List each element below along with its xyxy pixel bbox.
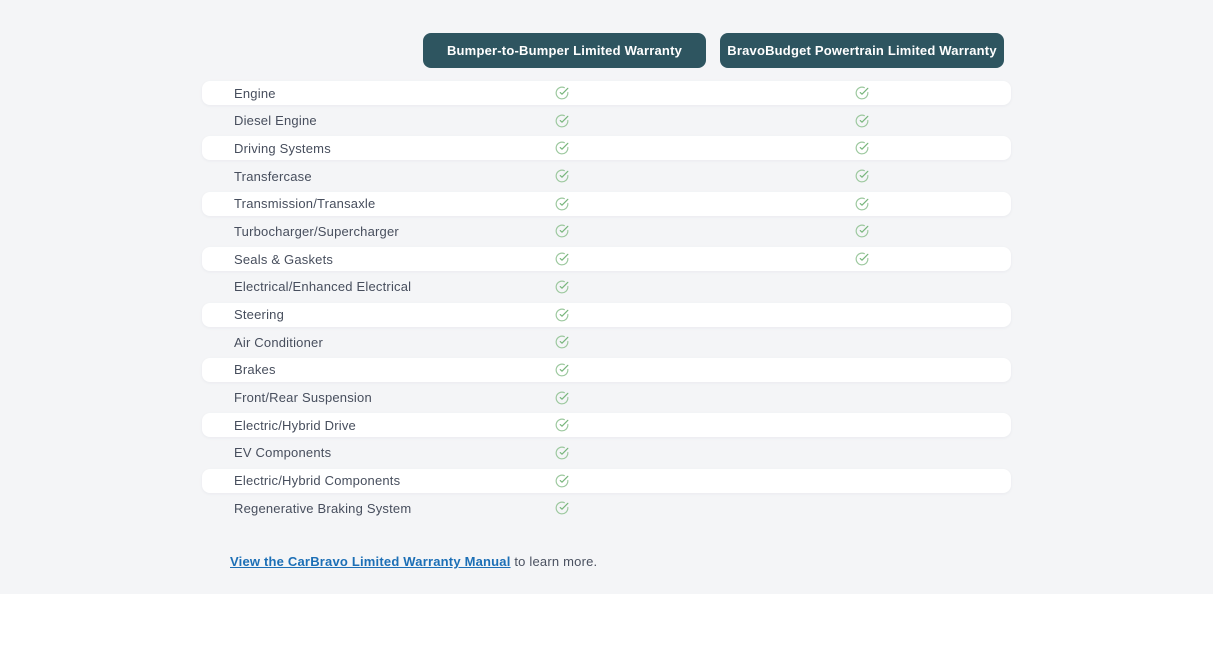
table-row-brakes	[202, 358, 1011, 382]
component-label: Electric/Hybrid Drive	[234, 417, 356, 433]
check-circle-icon	[555, 418, 569, 432]
check-circle-icon	[555, 474, 569, 488]
check-circle-icon	[555, 391, 569, 405]
component-label: Air Conditioner	[234, 334, 323, 350]
table-row-regenerative-braking-system	[202, 496, 1011, 520]
table-row-electric-hybrid-components	[202, 469, 1011, 493]
component-label: Engine	[234, 85, 276, 101]
table-row-steering	[202, 303, 1011, 327]
component-label: Front/Rear Suspension	[234, 390, 372, 406]
table-row-seals-gaskets	[202, 247, 1011, 271]
table-row-engine	[202, 81, 1011, 105]
component-label: Transmission/Transaxle	[234, 196, 376, 212]
component-label: Electrical/Enhanced Electrical	[234, 279, 412, 295]
footer-suffix-text: to learn more.	[510, 554, 598, 569]
check-circle-icon	[855, 224, 869, 238]
table-row-turbocharger-supercharger	[202, 219, 1011, 243]
column-header-bumper-to-bumper-warranty-button[interactable]: Bumper-to-Bumper Limited Warranty	[423, 33, 706, 68]
table-row-driving-systems	[202, 136, 1011, 160]
check-circle-icon	[555, 335, 569, 349]
table-row-electrical-enhanced-electrical	[202, 275, 1011, 299]
check-circle-icon	[555, 446, 569, 460]
warranty-comparison-content	[202, 0, 1011, 594]
check-circle-icon	[555, 224, 569, 238]
check-circle-icon	[555, 308, 569, 322]
table-row-air-conditioner	[202, 330, 1011, 354]
component-label: Driving Systems	[234, 140, 331, 156]
check-circle-icon	[555, 86, 569, 100]
table-row-diesel-engine	[202, 109, 1011, 133]
check-circle-icon	[555, 252, 569, 266]
check-circle-icon	[555, 169, 569, 183]
table-row-ev-components	[202, 441, 1011, 465]
check-circle-icon	[855, 252, 869, 266]
check-circle-icon	[555, 141, 569, 155]
check-circle-icon	[555, 363, 569, 377]
table-row-electric-hybrid-drive	[202, 413, 1011, 437]
component-label: Electric/Hybrid Components	[234, 473, 401, 489]
check-circle-icon	[855, 114, 869, 128]
warranty-coverage-table	[202, 81, 1011, 524]
component-label: Seals & Gaskets	[234, 251, 334, 267]
table-row-transfercase	[202, 164, 1011, 188]
check-circle-icon	[555, 114, 569, 128]
component-label: Regenerative Braking System	[234, 500, 412, 516]
check-circle-icon	[855, 169, 869, 183]
check-circle-icon	[855, 197, 869, 211]
warranty-manual-link[interactable]: View the CarBravo Limited Warranty Manual	[230, 554, 511, 569]
component-label: Brakes	[234, 362, 276, 378]
component-label: Transfercase	[234, 168, 312, 184]
component-label: Turbocharger/Supercharger	[234, 223, 399, 239]
component-label: EV Components	[234, 445, 332, 461]
component-label: Steering	[234, 307, 285, 322]
check-circle-icon	[555, 501, 569, 515]
check-circle-icon	[555, 280, 569, 294]
check-circle-icon	[855, 86, 869, 100]
component-label: Diesel Engine	[234, 113, 317, 129]
footer-note	[230, 554, 597, 569]
column-header-powertrain-warranty-button[interactable]: BravoBudget Powertrain Limited Warranty	[720, 33, 1004, 68]
check-circle-icon	[555, 197, 569, 211]
check-circle-icon	[855, 141, 869, 155]
table-row-front-rear-suspension	[202, 386, 1011, 410]
table-row-transmission-transaxle	[202, 192, 1011, 216]
